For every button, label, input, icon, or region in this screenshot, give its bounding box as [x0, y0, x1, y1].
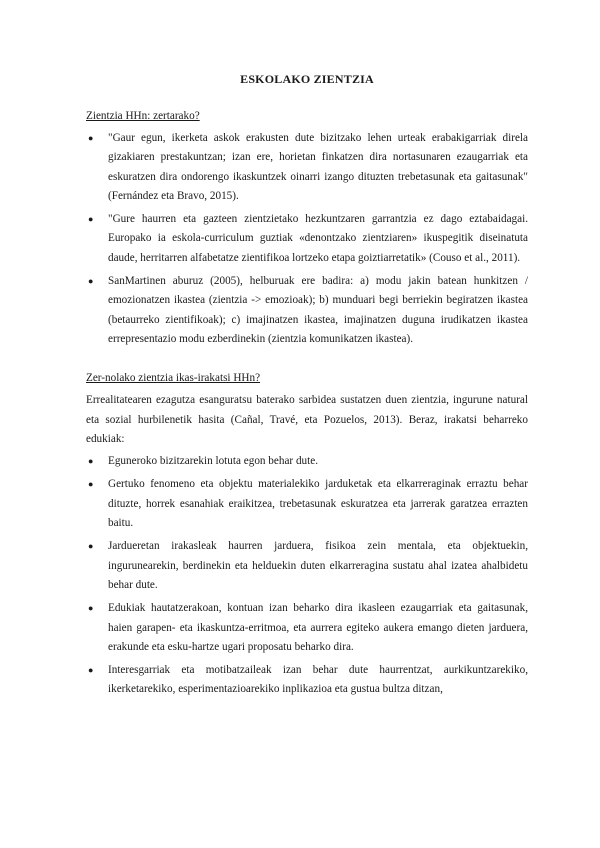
bullet-list-contents [86, 452, 528, 700]
section-heading-what-science: Zer-nolako zientzia ikas-irakatsi HHn? [86, 372, 261, 385]
list-item [86, 210, 528, 268]
list-item-text: SanMartinen aburuz (2005), helburuak ere badira: a) modu jakin batean hunkitzen / emozionatzen ikastea (zientzia -> emozioak); b) munduari begi berriekin begiratzen ikastea (betaurreko zientifikoak); c) imajinatzen ikastea, imajinatzen duguna irudikatzen ikastea errepresentazio modu ezberdinekin (zientzia komunikatzen ikastea). [108, 275, 528, 345]
bullet-icon: ● [88, 665, 94, 676]
list-item-text: "Gure haurren eta gazteen zientzietako hezkuntzaren garrantzia ez dago eztabaidagai. Europako ia eskola-curriculum guztiak «denontzako zientziaren» ikuspegitik diseinatuta daude, herritarren alfabetatze zientifikoa lortzeko etapa goiztiarretatik» (Couso et al., 2011). [108, 213, 528, 264]
list-item [86, 272, 528, 349]
document-title: ESKOLAKO ZIENTZIA [240, 72, 374, 86]
bullet-icon: ● [88, 214, 94, 225]
list-item-text: Interesgarriak eta motibatzaileak izan behar dute haurrentzat, aurkikuntzarekiko, ikerketarekiko, esperimentazioarekiko inplikazioa eta gustua bultza ditzan, [108, 664, 528, 696]
list-item-text: Edukiak hautatzerakoan, kontuan izan beharko dira ikasleen ezaugarriak eta gaitasunak, haien garapen- eta ikaskuntza-erritmoa, eta aurrera egiteko aukera emango dieten jarduera, erakunde eta esku-hartze ugari proposatu beharko dira. [108, 602, 528, 653]
list-item-text: Gertuko fenomeno eta objektu materialekiko jarduketak eta elkarreraginak erraztu behar dituzte, horrek esanahiak eraikitzea, trebetasunak eskuratzea eta jarrerak garatzea errazten baitu. [108, 478, 528, 530]
bullet-icon: ● [88, 479, 94, 490]
list-item-text: Eguneroko bizitzarekin lotuta egon behar dute. [108, 455, 319, 468]
list-item [86, 599, 528, 657]
bullet-icon: ● [88, 276, 94, 287]
list-item-text: Jardueretan irakasleak haurren jarduera, fisikoa zein mentala, eta objektuekin, ingurunearekin, berdinekin eta helduekin duten elkarreragina sustatu ahal izatea ahalbidetu behar dute. [108, 540, 528, 591]
bullet-icon: ● [88, 603, 94, 614]
list-item-text: "Gaur egun, ikerketa askok erakusten dute bizitzako lehen urteak erabakigarriak direla gizakiaren prestakuntzan; izan ere, horietan finkatzen dira nortasunaren ezaugarriak eta eskuratzen dira ondorengo ikaskuntzek oinarri izango dituzten trebetasunak eta gaitasunak" (Fernández eta Bravo, 2015). [108, 132, 528, 202]
list-item [86, 537, 528, 595]
bullet-icon: ● [88, 133, 94, 143]
list-item [86, 475, 528, 533]
list-item [86, 452, 528, 471]
list-item [86, 661, 528, 700]
bullet-list-purpose [86, 129, 528, 349]
section-heading-purpose: Zientzia HHn: zertarako? [86, 110, 200, 122]
intro-paragraph: Errealitatearen ezagutza esanguratsu baterako sarbidea sustatzen duen zientzia, ingurune natural eta sozial hurbilenetik hasita (Cañal, Travé, eta Pozuelos, 2013). Beraz, irakatsi beharreko edukiak: [86, 394, 528, 445]
list-item [86, 129, 528, 206]
bullet-icon: ● [88, 456, 94, 467]
bullet-icon: ● [88, 541, 94, 552]
